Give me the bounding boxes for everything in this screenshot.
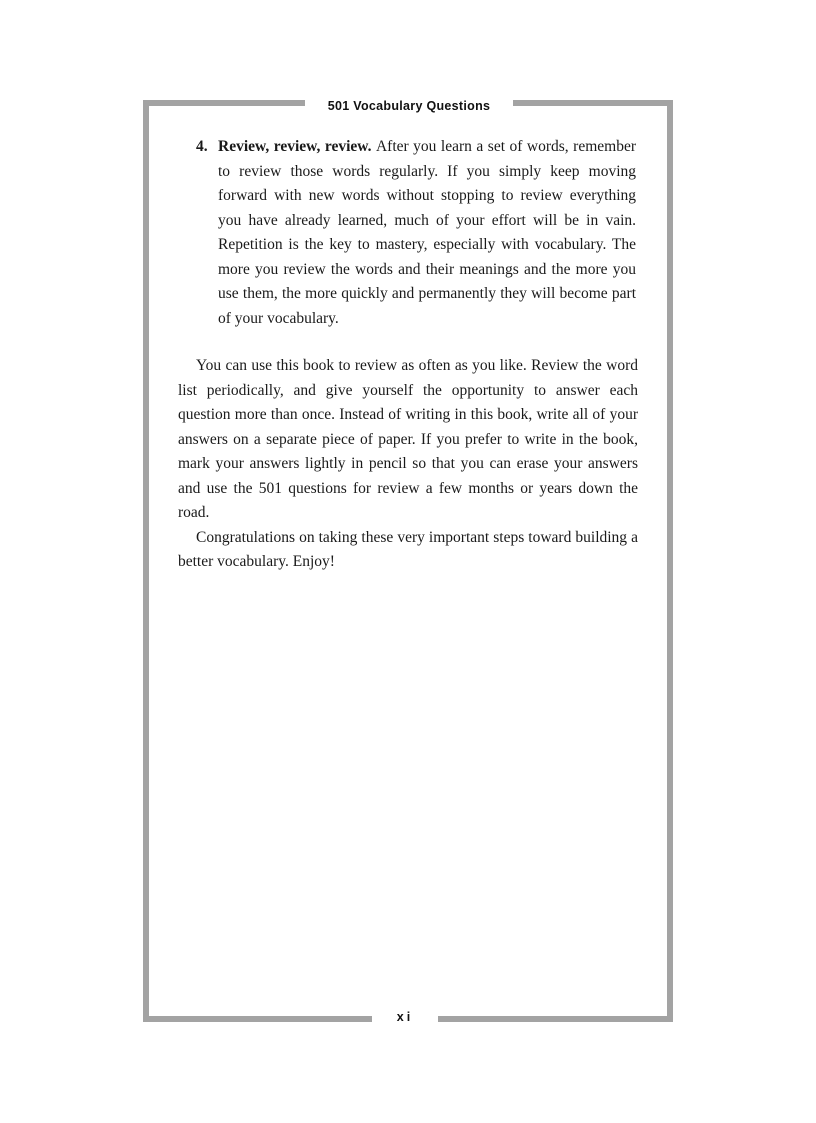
body-paragraph: Congratulations on taking these very important steps toward building a better vocabulary. Enjoy! bbox=[178, 528, 638, 570]
list-item bbox=[178, 135, 638, 331]
list-item-text: After you learn a set of words, remember to review those words regularly. If you simply keep moving forward with new words without stopping to review everything you have already learned, much of your effort will be in vain. Repetition is the key to mastery, especially with vocabulary. The more you review the words and their meanings and the more you use them, the more quickly and permanently they will become part of your vocabulary. bbox=[218, 138, 637, 327]
body-paragraph: You can use this book to review as often as you like. Review the word list periodically, and give yourself the opportunity to answer each question more than once. Instead of writing in this book, write all of your answers on a separate piece of paper. If you prefer to write in the book, mark your answers lightly in pencil so that you can erase your answers and use the 501 questions for review a few months or years down the road. bbox=[178, 357, 638, 521]
list-item-number: 4. bbox=[196, 138, 208, 155]
page-body bbox=[178, 135, 638, 575]
list-item-lead: Review, review, review. bbox=[218, 138, 376, 155]
page-number: xi bbox=[372, 1006, 438, 1028]
running-header-title: 501 Vocabulary Questions bbox=[305, 94, 513, 118]
